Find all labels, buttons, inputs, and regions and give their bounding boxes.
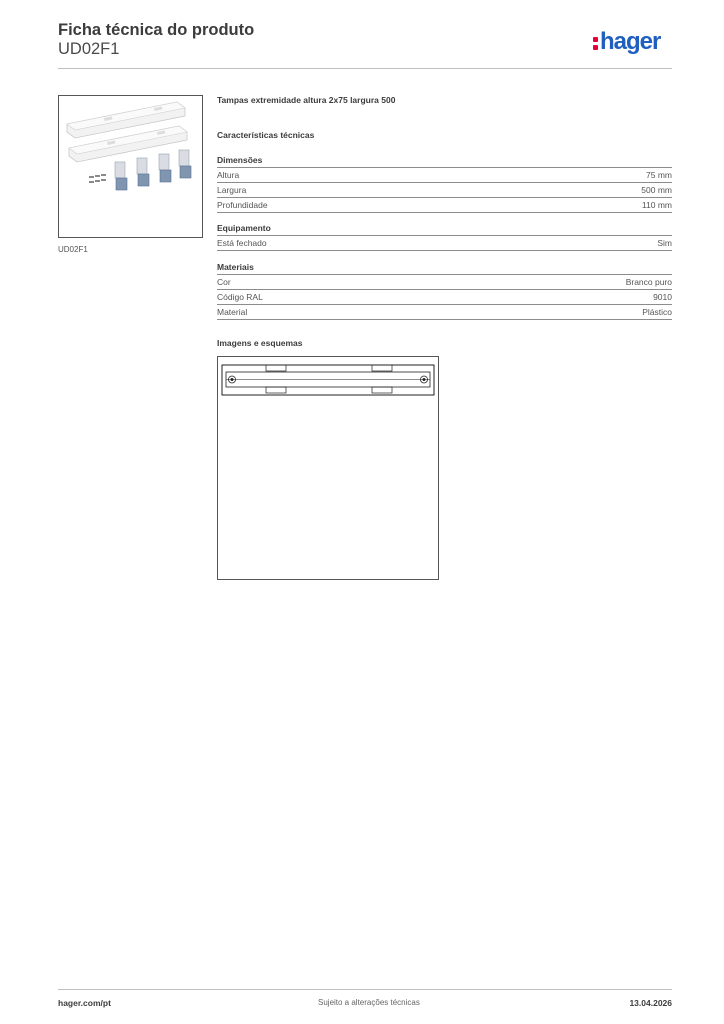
drawings-heading: Imagens e esquemas <box>217 338 303 348</box>
spec-label: Cor <box>217 277 231 287</box>
spec-row <box>217 290 672 305</box>
spec-section <box>217 95 672 348</box>
spec-label: Material <box>217 307 248 317</box>
spec-value: Plástico <box>642 307 672 317</box>
footer-date: 13.04.2026 <box>629 998 672 1008</box>
spec-value: Branco puro <box>625 277 672 287</box>
group-title-dimensions: Dimensões <box>217 155 672 168</box>
product-description: Tampas extremidade altura 2x75 largura 500 <box>217 95 396 105</box>
product-image <box>58 95 203 238</box>
specs-heading: Características técnicas <box>217 130 315 140</box>
group-title-materials: Materiais <box>217 262 672 275</box>
spec-value: Sim <box>657 238 672 248</box>
spec-label: Está fechado <box>217 238 267 248</box>
spec-label: Altura <box>217 170 240 180</box>
product-image-caption: UD02F1 <box>58 245 88 254</box>
product-photo-illustration <box>59 96 202 237</box>
spec-value: 75 mm <box>646 170 672 180</box>
spec-row <box>217 236 672 251</box>
spec-value: 9010 <box>653 292 672 302</box>
logo-wordmark: hager <box>600 28 661 55</box>
spec-value: 500 mm <box>641 185 672 195</box>
spec-row <box>217 183 672 198</box>
logo-dots-icon <box>593 33 599 51</box>
spec-label: Largura <box>217 185 247 195</box>
hager-logo <box>593 30 660 54</box>
header-divider <box>58 68 672 69</box>
footer-notice: Sujeito a alterações técnicas <box>318 998 420 1007</box>
spec-row <box>217 305 672 320</box>
spec-row <box>217 198 672 213</box>
technical-drawing <box>217 356 439 580</box>
spec-label: Código RAL <box>217 292 263 302</box>
spec-label: Profundidade <box>217 200 268 210</box>
spec-row <box>217 168 672 183</box>
footer-divider <box>58 989 672 990</box>
product-reference: UD02F1 <box>58 40 120 58</box>
spec-value: 110 mm <box>641 200 672 210</box>
cover-drawing-illustration <box>218 357 438 579</box>
group-title-equipment: Equipamento <box>217 223 672 236</box>
spec-row <box>217 275 672 290</box>
page-title: Ficha técnica do produto <box>58 21 255 39</box>
footer-website-link[interactable]: hager.com/pt <box>58 998 111 1008</box>
